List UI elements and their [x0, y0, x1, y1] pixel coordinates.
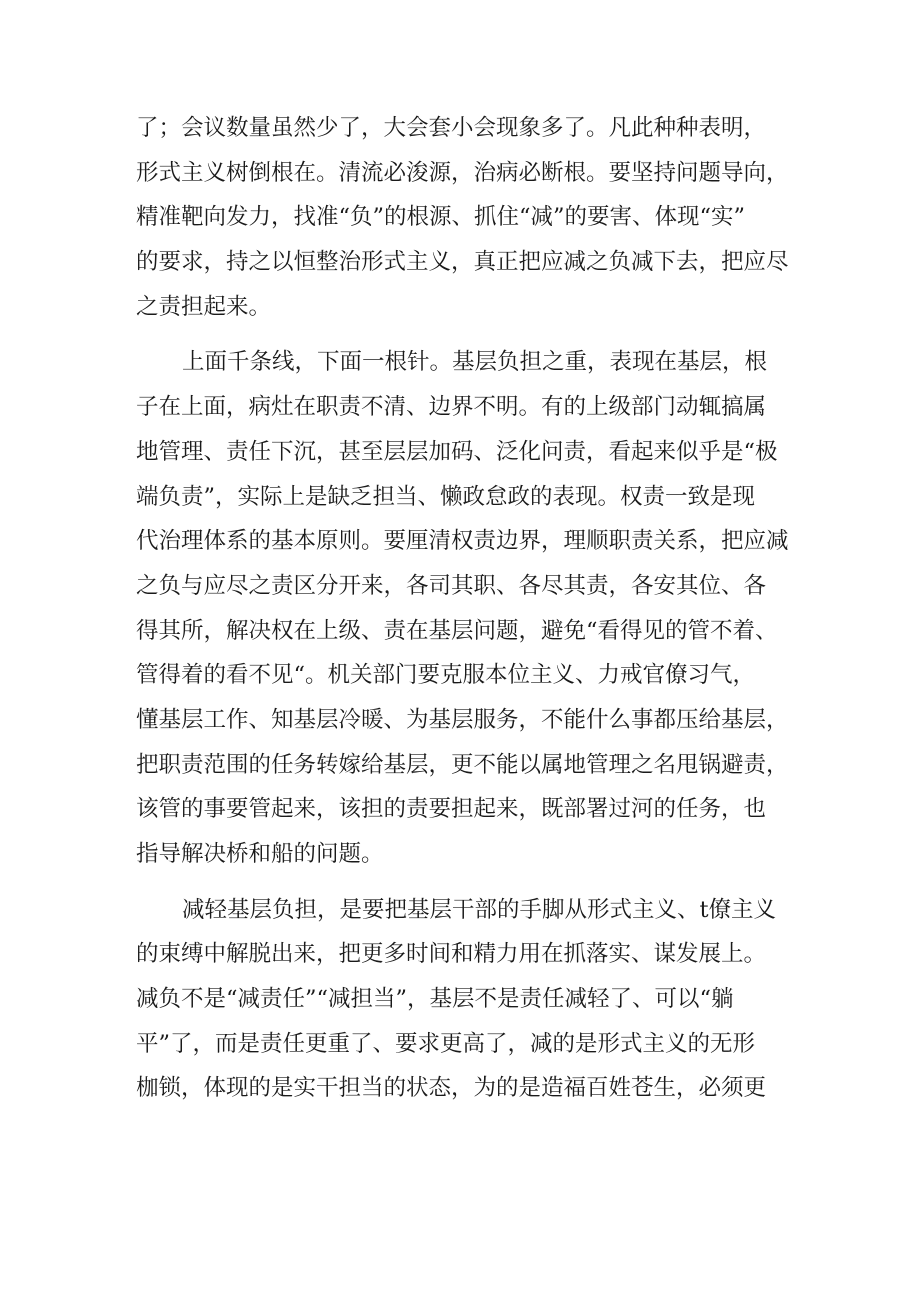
text-line: 该管的事要管起来，该担的责要担起来，既部署过河的任务，也: [136, 796, 767, 823]
text-line: 枷锁，体现的是实干担当的状态，为的是造福百姓苍生，必须更: [136, 1075, 767, 1102]
text-line: 得其所，解决权在上级、责在基层问题，避免“看得见的管不着、: [136, 617, 778, 644]
text-line: 之责担起来。: [136, 293, 272, 320]
document-body: [136, 106, 796, 1111]
text-line: 上面千条线，下面一根针。基层负担之重，表现在基层，根: [182, 349, 768, 376]
text-line: 把职责范围的任务转嫁给基层，更不能以属地管理之名甩锅避责，: [136, 751, 789, 778]
text-line: 地管理、责任下沉，甚至层层加码、泛化问责，看起来似乎是“极: [136, 438, 778, 465]
text-line: 平”了，而是责任更重了、要求更高了，减的是形式主义的无形: [136, 1030, 756, 1057]
text-line: 子在上面，病灶在职责不清、边界不明。有的上级部门动辄搞属: [136, 394, 767, 421]
text-line: 形式主义树倒根在。清流必浚源，治病必断根。要坚持问题导向，: [136, 159, 789, 186]
text-line: 端负责”，实际上是缺乏担当、懒政怠政的表现。权责一致是现: [136, 483, 756, 510]
text-line: 懂基层工作、知基层冷暖、为基层服务，不能什么事都压给基层，: [136, 706, 789, 733]
text-line: 管得着的看不见“。机关部门要克服本位主义、力戒官僚习气，: [136, 662, 756, 689]
text-line: 精准靶向发力，找准“负”的根源、抓住“减”的要害、体现“实”: [136, 204, 746, 231]
text-line: 的束缚中解脱出来，把更多时间和精力用在抓落实、谋发展上。: [136, 941, 767, 968]
text-line: 代治理体系的基本原则。要厘清权责边界，理顺职责关系，把应减: [136, 528, 789, 555]
text-line: 了；会议数量虽然少了，大会套小会现象多了。凡此种种表明，: [136, 115, 767, 141]
text-line: 之负与应尽之责区分开来，各司其职、各尽其责，各安其位、各: [136, 572, 767, 599]
text-line: 减负不是“减责任”“减担当”，基层不是责任减轻了、可以“躺: [136, 986, 734, 1013]
text-line: 减轻基层负担，是要把基层干部的手脚从形式主义、t僚主义: [182, 896, 777, 923]
text-line: 指导解决桥和船的问题。: [136, 841, 384, 867]
paragraph-3: [136, 888, 796, 1111]
paragraph-1: [136, 106, 796, 329]
paragraph-2: [136, 340, 796, 876]
text-line: 的要求，持之以恒整治形式主义，真正把应减之负减下去，把应尽: [136, 249, 789, 276]
